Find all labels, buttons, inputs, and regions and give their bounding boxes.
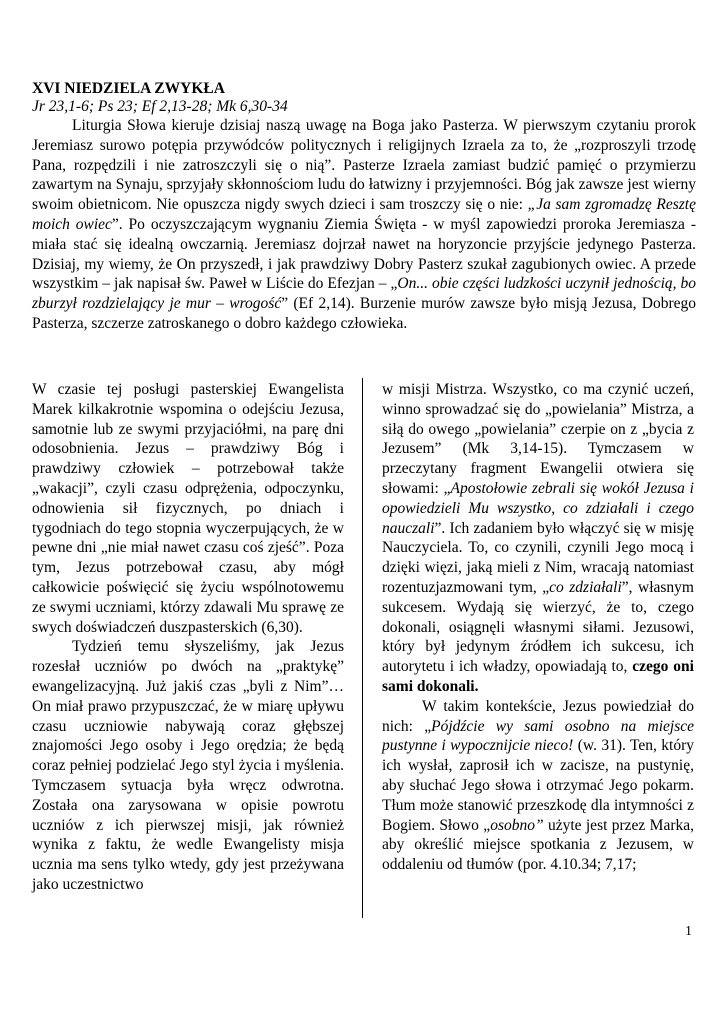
right-p1-text-b: ”. Ich zadaniem było włączyć się w misję Nauczyciela. To, co czynili, czynili Jego mocą i dzięki więzi, jaką mieli z Nim, wracają natomiast rozentuzjazmowani tym, „: [382, 519, 694, 596]
right-p1-bold: czego oni sami dokonali.: [382, 658, 694, 695]
right-column: [382, 380, 694, 875]
intro-quote-1: „Ja sam zgromadzę Resztę moich owiec: [32, 196, 696, 233]
right-p2-text-b: (w. 31). Ten, który ich wysłał, zaprosił ich w zacisze, na pustynię, aby słuchać Jego słowa i otrzymać Jego pokarm. Tłum może stanowić przeszkodę dla intymności z Bogiem. Słowo „: [382, 737, 694, 834]
right-p2-text-a: W takim kontekście, Jezus powiedział do nich: „: [382, 697, 694, 735]
left-paragraph-2: Tydzień temu słyszeliśmy, jak Jezus rozesłał uczniów po dwóch na „praktykę” ewangelizacyjną. Już jakiś czas „byli z Nim”… On miał prawo przypuszczać, że w miarę upływu czasu uczniowie nabywają coraz głębszej znajomości Jego osoby i Jego orędzia; że będą coraz pełniej podzielać Jego styl życia i myślenia. Tymczasem sytuacja była wręcz odwrotna. Została ona zarysowana w opisie powrotu uczniów z ich pierwszej misji, jak również wynika z faktu, że wedle Ewangelisty misja ucznia ma sens tylko wtedy, gdy jest przeżywana jako uczestnictwo: [32, 638, 344, 893]
intro-text-3: ” (Ef 2,14). Burzenie murów zawsze było misją Jezusa, Dobrego Pasterza, szczerze zatroskanego o dobro każdego człowieka.: [32, 295, 696, 332]
intro-text-1: Liturgia Słowa kieruje dzisiaj naszą uwagę na Boga jako Pasterza. W pierwszym czytaniu prorok Jeremiasz surowo potępia przywódców politycznych i religijnych Izraela za to, że „rozproszyli trzodę Pana, rozpędzili i nie zatroszczyli się o nią”. Pasterze Izraela zamiast budzić pamięć o przymierzu zawartym na Synaju, sprzyjały skłonnościom ludu do łatwizny i przyjemności. Bóg jak zawsze jest wierny swoim obietnicom. Nie opuszcza nigdy swych dzieci i sam troszczy się o nie:: [32, 117, 696, 214]
right-p1-text-a: w misji Mistrza. Wszystko, co ma czynić uczeń, winno sprowadzać się do „powielania” Mistrza, a siłą do owego „powielania” czerpie on z „bycia z Jezusem” (Mk 3,14-15). Tymczasem w przeczytany fragment Ewangelii otwiera się słowami: „: [382, 381, 694, 497]
right-paragraph-2: [382, 697, 694, 875]
left-paragraph-1: W czasie tej posługi pasterskiej Ewangelista Marek kilkakrotnie wspomina o odejściu Jezusa, samotnie lub ze swymi przyjaciółmi, na parę dni odosobnienia. Jezus – prawdziwy Bóg i prawdziwy człowiek – potrzebował także „wakacji”, czyli czasu odprężenia, odpoczynku, odnowienia sił fizycznych, po dniach i tygodniach do tego stopnia wyczerpujących, że w pewne dni „nie miał nawet czasu coś zjeść”. Poza tym, Jezus potrzebował czasu, aby mógł całkowicie poświęcić się życiu wspólnotowemu ze swymi uczniami, którzy zdawali Mu sprawę ze swych doświadczeń duszpasterskich (6,30).: [32, 381, 344, 636]
left-column: [32, 380, 344, 895]
right-p1-quote-1: Apostołowie zebrali się wokół Jezusa i opowiedzieli Mu wszystko, co zdziałali i czego nauczali: [382, 479, 694, 537]
right-p1-quote-2: co zdziałali: [549, 578, 622, 596]
right-p2-text-c: użyte jest przez Marka, aby określić miejsce spotkania z Jezusem, w oddaleniu od tłumów (por. 4.10.34; 7,17;: [382, 816, 694, 874]
right-p2-quote-2: osobno”: [490, 816, 544, 834]
intro-quote-2: On... obie części ludzkości uczynił jednością, bo zburzył rozdzielający je mur – wrogość: [32, 275, 696, 313]
page-number: 1: [685, 924, 692, 939]
right-paragraph-1: [382, 380, 694, 697]
right-p2-quote-1: Pójdźcie wy sami osobno na miejsce pustynne i wypocznijcie nieco!: [382, 717, 694, 755]
intro-text-2: ”. Po oczyszczającym wygnaniu Ziemia Święta - w myśl zapowiedzi proroka Jeremiasza - miała stać się idealną owczarnią. Jeremiasz dojrzał nawet na horyzoncie przyjście jedynego Pasterza. Dzisiaj, my wiemy, że On przyszedł, i jak prawdziwy Dobry Pasterz szukał zagubionych owiec. A przede wszystkim – jak napisał św. Paweł w Liście do Efezjan – „: [32, 215, 696, 293]
header-block: [32, 80, 696, 334]
intro-paragraph: [32, 116, 696, 334]
column-divider: [362, 378, 363, 918]
right-p1-text-c: ”, własnym sukcesem. Wydają się wierzyć, że to, czego dokonali, osiągnęli własnymi siłami. Jezusowi, który był jedynym źródłem ich sukcesu, ich autorytetu i ich władzy, opowiadają to,: [382, 578, 694, 676]
scripture-references: Jr 23,1-6; Ps 23; Ef 2,13-28; Mk 6,30-34: [32, 98, 288, 115]
page-title: XVI NIEDZIELA ZWYKŁA: [32, 80, 225, 97]
